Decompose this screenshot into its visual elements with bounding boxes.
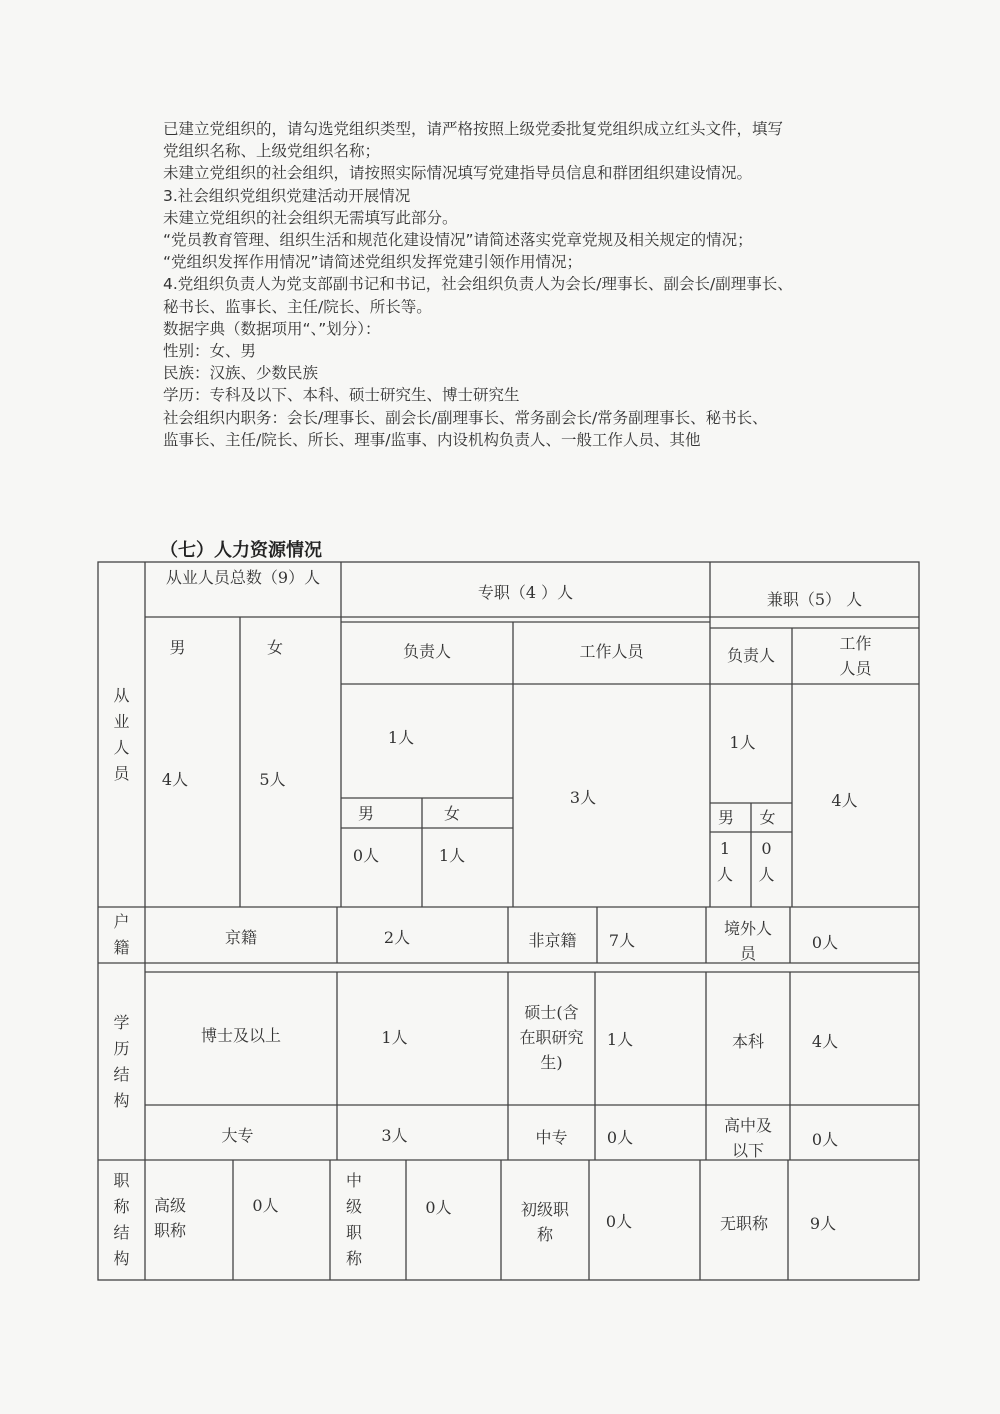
overseas-label-text: 境外人员	[723, 919, 772, 963]
row-label-text: 户籍	[113, 912, 130, 957]
row-label-education	[98, 963, 145, 1160]
bachelor-label: 本科	[731, 1031, 764, 1051]
pt-leader-male-header: 男	[717, 808, 734, 827]
technical-count: 0人	[606, 1127, 634, 1147]
pt-staff-header	[792, 628, 919, 684]
note-line: 4.党组织负责人为党支部副书记和书记，社会组织负责人为会长/理事长、副会长/副理事长、	[163, 275, 793, 294]
pt-leader-female-header: 女	[759, 808, 776, 827]
row-label-employees	[98, 562, 145, 907]
note-line: 社会组织内职务：会长/理事长、副会长/副理事长、常务副会长/常务副理事长、秘书长、	[163, 408, 768, 427]
note-line: 未建立党组织的社会组织，请按照实际情况填写党建指导员信息和群团组织建设情况。	[163, 164, 753, 183]
highschool-label-text: 高中及以下	[723, 1116, 772, 1160]
bachelor-count: 4人	[811, 1031, 839, 1051]
note-line: 学历：专科及以下、本科、硕士研究生、博士研究生	[163, 386, 520, 405]
junior-label-text: 初级职称	[520, 1200, 569, 1244]
highschool-count: 0人	[811, 1129, 839, 1149]
middle-label-text: 中级职称	[345, 1171, 362, 1268]
note-line: 数据字典（数据项用“、”划分）：	[163, 319, 381, 338]
male-header: 男	[169, 637, 186, 657]
ft-leader-count: 1人	[387, 727, 415, 747]
pt-leader-male-count	[710, 834, 740, 890]
row-label-household	[98, 907, 145, 963]
male-count: 4人	[161, 769, 189, 789]
note-line: 民族：汉族、少数民族	[163, 364, 319, 383]
pt-leader-male-count-text: 1人	[716, 839, 733, 884]
senior-label-text: 高级职称	[153, 1196, 186, 1240]
note-line: 党组织名称、上级党组织名称；	[163, 142, 381, 161]
note-line: 未建立党组织的社会组织无需填写此部分。	[163, 208, 458, 227]
row-label-text: 学历结构	[113, 1012, 130, 1110]
pt-staff-count: 4人	[831, 790, 858, 810]
master-count: 1人	[606, 1029, 634, 1049]
row-label-text: 职称结构	[113, 1171, 130, 1268]
row-label-text: 从业人员	[113, 685, 130, 783]
note-line: 监事长、主任/院长、所长、理事/监事、内设机构负责人、一般工作人员、其他	[163, 430, 701, 449]
note-line: 3.社会组织党组织党建活动开展情况	[163, 186, 411, 205]
pt-staff-header-text: 工作人员	[839, 634, 872, 678]
master-label-text: 硕士(含在职研究生)	[519, 1002, 584, 1072]
middle-count: 0人	[425, 1197, 452, 1217]
ft-staff-count: 3人	[569, 787, 597, 807]
female-count: 5人	[259, 769, 286, 789]
section-title: （七）人力资源情况	[160, 540, 322, 561]
note-line: 已建立党组织的，请勾选党组织类型，请严格按照上级党委批复党组织成立红头文件，填写	[163, 120, 784, 138]
junior-count: 0人	[605, 1211, 633, 1231]
pt-leader-female-count	[751, 834, 782, 890]
college-label: 大专	[221, 1125, 254, 1145]
note-line: “党员教育管理、组织生活和规范化建设情况”请简述落实党章党规及相关规定的情况；	[163, 231, 753, 250]
overseas-count: 0人	[811, 932, 839, 952]
pt-leader-count: 1人	[729, 732, 756, 752]
employees-total: 从业人员总数（9）人	[165, 567, 321, 587]
senior-label	[145, 1192, 195, 1244]
phd-label: 博士及以上	[200, 1025, 281, 1045]
note-line: 秘书长、监事长、主任/院长、所长等。	[163, 297, 432, 316]
none-label: 无职称	[719, 1213, 768, 1233]
none-count: 9人	[809, 1213, 837, 1233]
senior-count: 0人	[252, 1195, 279, 1215]
college-count: 3人	[381, 1125, 408, 1145]
ft-leader-male-header: 男	[357, 803, 374, 823]
female-header: 女	[266, 637, 283, 657]
pt-leader-header: 负责人	[726, 645, 775, 665]
junior-label	[501, 1196, 589, 1248]
master-label	[508, 995, 595, 1079]
ft-staff-header: 工作人员	[579, 641, 644, 661]
pt-leader-female-count-text: 0人	[758, 839, 775, 884]
non-beijing-label: 非京籍	[528, 930, 577, 950]
middle-label	[330, 1166, 378, 1274]
ft-leader-male-count: 0人	[352, 845, 380, 865]
note-line: 性别：女、男	[163, 342, 257, 361]
non-beijing-count: 7人	[608, 930, 636, 950]
beijing-count: 2人	[383, 927, 411, 947]
parttime-header: 兼职（5） 人	[766, 589, 863, 609]
phd-count: 1人	[381, 1027, 408, 1047]
ft-leader-female-count: 1人	[438, 845, 466, 865]
overseas-label	[706, 913, 790, 969]
technical-label: 中专	[535, 1127, 568, 1147]
fulltime-header: 专职（4 ）人	[477, 582, 574, 602]
ft-leader-female-header: 女	[443, 803, 460, 823]
row-label-title	[98, 1160, 145, 1280]
note-line: “党组织发挥作用情况”请简述党组织发挥党建引领作用情况；	[163, 253, 583, 272]
beijing-label: 京籍	[224, 927, 257, 947]
ft-leader-header: 负责人	[402, 641, 451, 661]
highschool-label	[706, 1112, 790, 1164]
